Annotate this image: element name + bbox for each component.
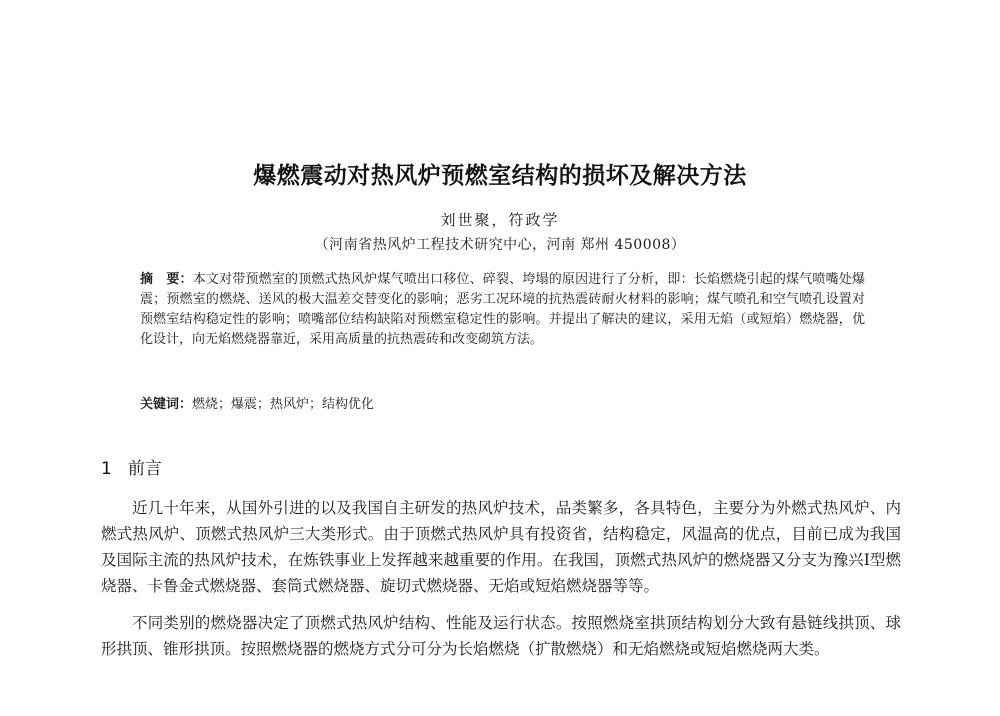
paper-affiliation: （河南省热风炉工程技术研究中心，河南 郑州 450008） [314, 237, 686, 253]
section-number: 1 [101, 459, 112, 479]
body-paragraph-1: 近几十年来，从国外引进的以及我国自主研发的热风炉技术，品类繁多，各具特色，主要分为外燃式热风炉、内燃式热风炉、顶燃式热风炉三大类形式。由于顶燃式热风炉具有投资省，结构稳定，风温高的优点，目前已成为我国及国际主流的热风炉技术，在炼铁事业上发挥越来越重要的作用。在我国，顶燃式热风炉的燃烧器又分支为豫兴Ⅰ型燃烧器、卡鲁金式燃烧器、套筒式燃烧器、旋切式燃烧器、无焰或短焰燃烧器等等。 [101, 499, 901, 595]
abstract-label: 摘 要： [140, 272, 193, 287]
keywords-text: 燃烧；爆震；热风炉；结构优化 [192, 397, 375, 412]
section-heading [101, 454, 162, 479]
paper-title: 爆燃震动对热风炉预燃室结构的损坏及解决方法 [253, 163, 747, 189]
body-paragraph-2: 不同类别的燃烧器决定了顶燃式热风炉结构、性能及运行状态。按照燃烧室拱顶结构划分大致有悬链线拱顶、球形拱顶、锥形拱顶。按照燃烧器的燃烧方式分可分为长焰燃烧（扩散燃烧）和无焰燃烧或短焰燃烧两大类。 [101, 614, 901, 658]
abstract-text: 本文对带预燃室的顶燃式热风炉煤气喷出口移位、碎裂、垮塌的原因进行了分析，即：长焰燃烧引起的煤气喷嘴处爆震；预燃室的燃烧、送风的极大温差交替变化的影响；恶劣工况环境的抗热震砖耐火材料的影响；煤气喷孔和空气喷孔设置对预燃室结构稳定性的影响；喷嘴部位结构缺陷对预燃室稳定性的影响。并提出了解决的建议，采用无焰（或短焰）燃烧器，优化设计，向无焰燃烧器靠近，采用高质量的抗热震砖和改变砌筑方法。 [140, 272, 865, 347]
paper-authors: 刘世聚，符政学 [440, 211, 560, 229]
keywords-block [140, 395, 865, 415]
section-title: 前言 [127, 459, 162, 479]
abstract-block [140, 270, 865, 350]
keywords-label: 关键词： [140, 397, 193, 412]
